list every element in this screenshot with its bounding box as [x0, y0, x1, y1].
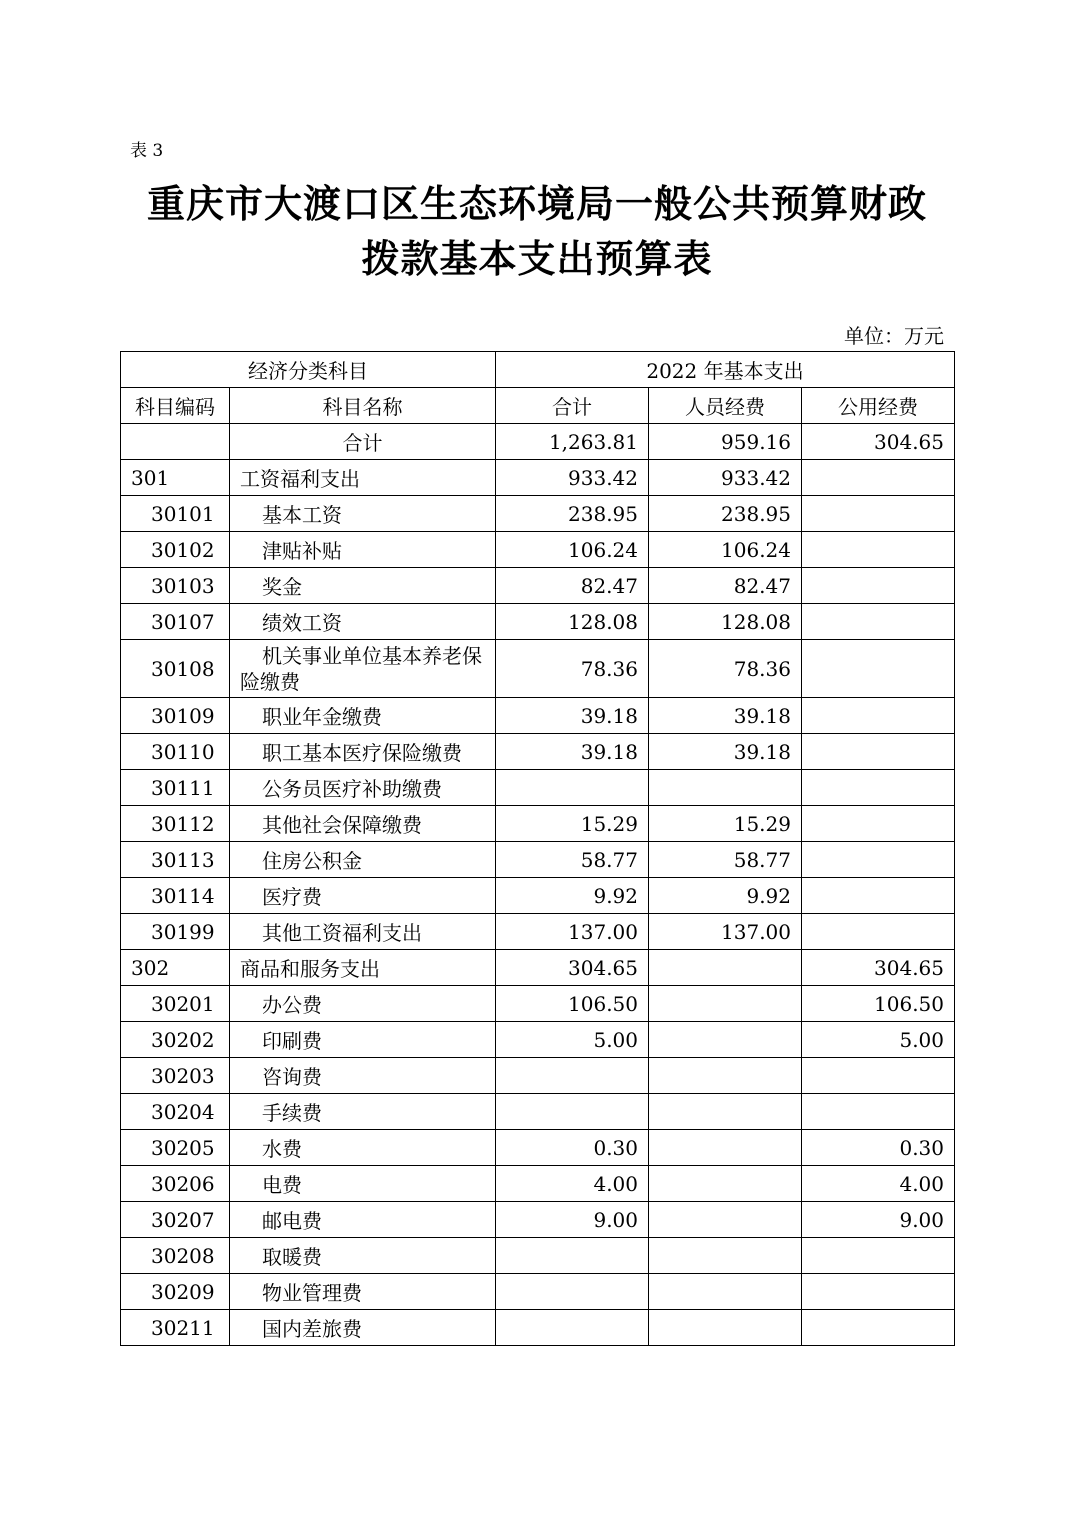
row-code: 30205	[121, 1130, 230, 1166]
row-code: 30203	[121, 1058, 230, 1094]
row-name: 手续费	[230, 1094, 496, 1130]
row-personnel: 82.47	[649, 568, 802, 604]
row-name: 医疗费	[230, 878, 496, 914]
row-personnel	[649, 1274, 802, 1310]
table-row	[121, 1166, 955, 1202]
row-personnel: 137.00	[649, 914, 802, 950]
row-code: 30211	[121, 1310, 230, 1346]
total-row-name: 合计	[230, 424, 496, 460]
row-name: 电费	[230, 1166, 496, 1202]
row-code: 30202	[121, 1022, 230, 1058]
table-row	[121, 1094, 955, 1130]
row-public: 304.65	[802, 950, 955, 986]
row-total: 9.00	[496, 1202, 649, 1238]
table-row	[121, 496, 955, 532]
row-total: 0.30	[496, 1130, 649, 1166]
row-personnel	[649, 986, 802, 1022]
row-code: 30101	[121, 496, 230, 532]
row-code: 30110	[121, 734, 230, 770]
row-public	[802, 1310, 955, 1346]
row-code: 30208	[121, 1238, 230, 1274]
row-personnel: 128.08	[649, 604, 802, 640]
row-personnel: 39.18	[649, 698, 802, 734]
budget-table	[120, 351, 955, 1346]
row-name: 奖金	[230, 568, 496, 604]
row-name: 国内差旅费	[230, 1310, 496, 1346]
row-personnel: 15.29	[649, 806, 802, 842]
row-total: 15.29	[496, 806, 649, 842]
row-name: 商品和服务支出	[230, 950, 496, 986]
table-row	[121, 950, 955, 986]
row-personnel	[649, 950, 802, 986]
row-personnel	[649, 1310, 802, 1346]
row-public	[802, 604, 955, 640]
row-code: 30207	[121, 1202, 230, 1238]
row-personnel	[649, 1094, 802, 1130]
row-total	[496, 1274, 649, 1310]
header-economic-classification: 经济分类科目	[121, 352, 496, 388]
row-name: 取暖费	[230, 1238, 496, 1274]
total-row-code	[121, 424, 230, 460]
total-row-total: 1,263.81	[496, 424, 649, 460]
row-public	[802, 806, 955, 842]
row-personnel	[649, 1238, 802, 1274]
row-public: 106.50	[802, 986, 955, 1022]
row-public	[802, 460, 955, 496]
row-name: 工资福利支出	[230, 460, 496, 496]
row-total: 5.00	[496, 1022, 649, 1058]
row-public	[802, 770, 955, 806]
row-total: 238.95	[496, 496, 649, 532]
row-total: 78.36	[496, 640, 649, 698]
table-row	[121, 878, 955, 914]
row-name: 职工基本医疗保险缴费	[230, 734, 496, 770]
header-code: 科目编码	[121, 388, 230, 424]
row-personnel: 933.42	[649, 460, 802, 496]
row-name: 住房公积金	[230, 842, 496, 878]
table-row	[121, 698, 955, 734]
document-title-line1: 重庆市大渡口区生态环境局一般公共预算财政	[146, 182, 927, 226]
table-row	[121, 1058, 955, 1094]
table-row	[121, 806, 955, 842]
row-code: 30111	[121, 770, 230, 806]
header-group-row	[121, 352, 955, 388]
row-code: 30109	[121, 698, 230, 734]
row-code: 30113	[121, 842, 230, 878]
row-personnel: 238.95	[649, 496, 802, 532]
row-total	[496, 1310, 649, 1346]
row-public	[802, 532, 955, 568]
row-name: 公务员医疗补助缴费	[230, 770, 496, 806]
row-total: 9.92	[496, 878, 649, 914]
row-public	[802, 914, 955, 950]
row-name: 职业年金缴费	[230, 698, 496, 734]
row-name: 印刷费	[230, 1022, 496, 1058]
total-row-personnel: 959.16	[649, 424, 802, 460]
row-total: 933.42	[496, 460, 649, 496]
row-total: 137.00	[496, 914, 649, 950]
table-number-label: 表 3	[130, 141, 164, 161]
row-code: 30204	[121, 1094, 230, 1130]
row-public	[802, 1274, 955, 1310]
row-total: 106.50	[496, 986, 649, 1022]
table-row	[121, 1202, 955, 1238]
row-total: 4.00	[496, 1166, 649, 1202]
table-row	[121, 1130, 955, 1166]
row-total: 39.18	[496, 698, 649, 734]
row-public	[802, 842, 955, 878]
row-name: 水费	[230, 1130, 496, 1166]
row-total	[496, 1094, 649, 1130]
table-row	[121, 640, 955, 698]
table-row	[121, 986, 955, 1022]
row-name: 机关事业单位基本养老保险缴费	[230, 640, 496, 698]
row-name: 邮电费	[230, 1202, 496, 1238]
row-personnel	[649, 770, 802, 806]
row-public	[802, 496, 955, 532]
header-personnel: 人员经费	[649, 388, 802, 424]
row-code: 30206	[121, 1166, 230, 1202]
row-public: 4.00	[802, 1166, 955, 1202]
table-row	[121, 914, 955, 950]
row-total	[496, 1058, 649, 1094]
header-basic-expenditure: 2022 年基本支出	[496, 352, 955, 388]
row-public	[802, 568, 955, 604]
unit-label: 单位：万元	[844, 324, 944, 348]
row-name: 物业管理费	[230, 1274, 496, 1310]
row-code: 302	[121, 950, 230, 986]
header-name: 科目名称	[230, 388, 496, 424]
row-code: 30102	[121, 532, 230, 568]
total-row-public: 304.65	[802, 424, 955, 460]
row-personnel: 78.36	[649, 640, 802, 698]
row-code: 30199	[121, 914, 230, 950]
row-code: 30201	[121, 986, 230, 1022]
row-total: 106.24	[496, 532, 649, 568]
row-name: 基本工资	[230, 496, 496, 532]
row-personnel	[649, 1202, 802, 1238]
row-code: 30209	[121, 1274, 230, 1310]
row-total	[496, 770, 649, 806]
total-row	[121, 424, 955, 460]
row-code: 30107	[121, 604, 230, 640]
table-row	[121, 532, 955, 568]
row-code: 30114	[121, 878, 230, 914]
row-code: 30103	[121, 568, 230, 604]
row-public	[802, 1094, 955, 1130]
table-row	[121, 1310, 955, 1346]
row-code: 30108	[121, 640, 230, 698]
row-public: 0.30	[802, 1130, 955, 1166]
row-total: 58.77	[496, 842, 649, 878]
row-public	[802, 1238, 955, 1274]
row-total	[496, 1238, 649, 1274]
row-name: 津贴补贴	[230, 532, 496, 568]
table-row	[121, 770, 955, 806]
row-public: 5.00	[802, 1022, 955, 1058]
row-name: 办公费	[230, 986, 496, 1022]
row-public	[802, 698, 955, 734]
row-code: 301	[121, 460, 230, 496]
row-personnel: 106.24	[649, 532, 802, 568]
header-public: 公用经费	[802, 388, 955, 424]
table-row	[121, 1022, 955, 1058]
header-total: 合计	[496, 388, 649, 424]
row-name: 咨询费	[230, 1058, 496, 1094]
row-personnel: 58.77	[649, 842, 802, 878]
header-column-row	[121, 388, 955, 424]
row-public	[802, 878, 955, 914]
row-personnel: 9.92	[649, 878, 802, 914]
row-name: 绩效工资	[230, 604, 496, 640]
row-public: 9.00	[802, 1202, 955, 1238]
table-row	[121, 1238, 955, 1274]
row-code: 30112	[121, 806, 230, 842]
row-total: 304.65	[496, 950, 649, 986]
table-row	[121, 568, 955, 604]
row-public	[802, 734, 955, 770]
table-row	[121, 842, 955, 878]
row-public	[802, 1058, 955, 1094]
row-total: 82.47	[496, 568, 649, 604]
table-row	[121, 604, 955, 640]
row-public	[802, 640, 955, 698]
row-name: 其他社会保障缴费	[230, 806, 496, 842]
table-row	[121, 460, 955, 496]
row-total: 39.18	[496, 734, 649, 770]
row-name: 其他工资福利支出	[230, 914, 496, 950]
row-personnel	[649, 1058, 802, 1094]
table-row	[121, 734, 955, 770]
row-personnel	[649, 1022, 802, 1058]
document-title-line2: 拨款基本支出预算表	[361, 237, 713, 281]
row-personnel: 39.18	[649, 734, 802, 770]
table-row	[121, 1274, 955, 1310]
row-personnel	[649, 1166, 802, 1202]
row-total: 128.08	[496, 604, 649, 640]
row-personnel	[649, 1130, 802, 1166]
